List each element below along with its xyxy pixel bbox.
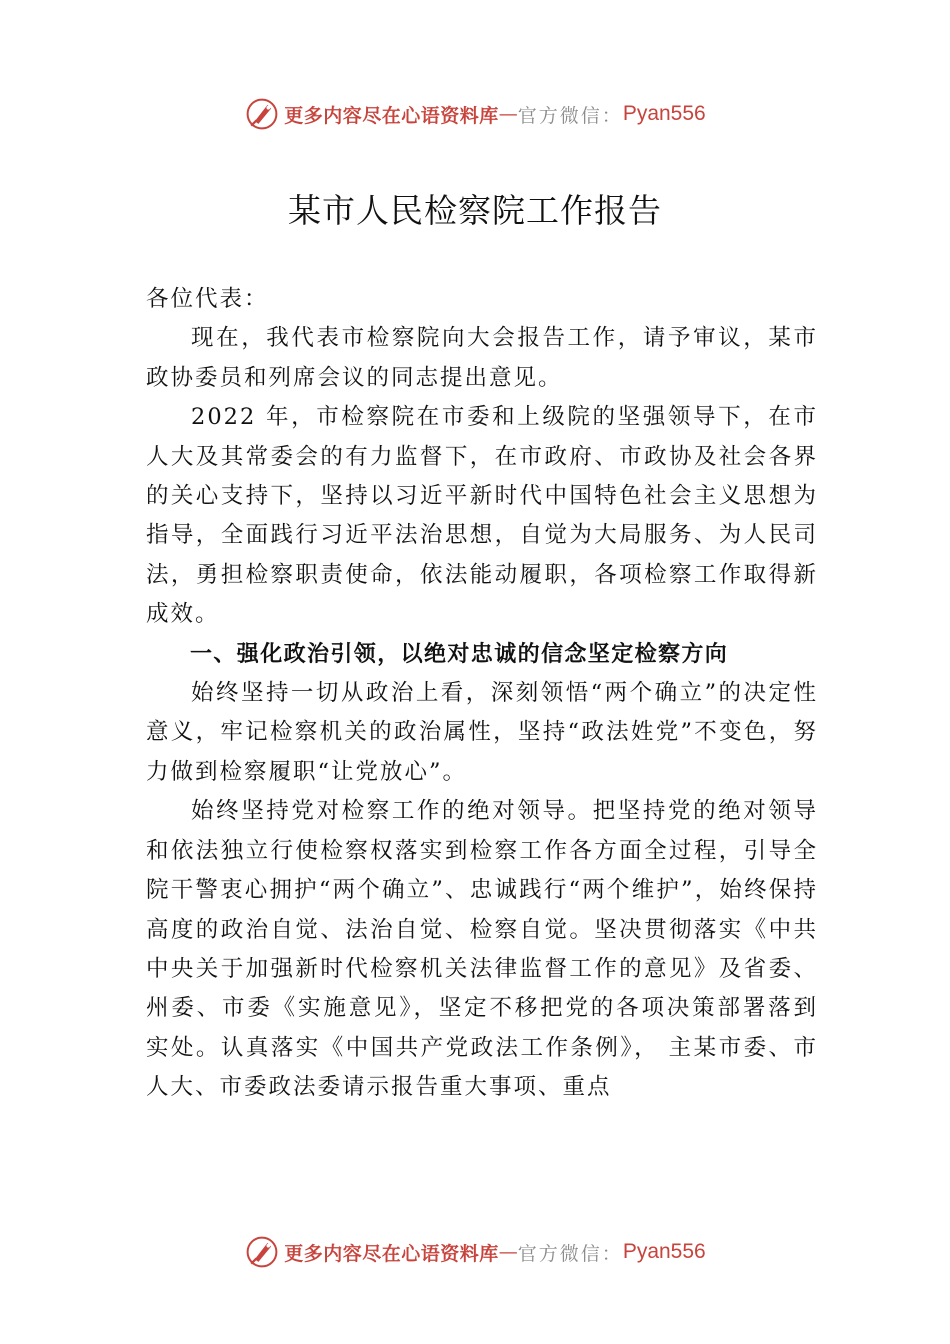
watermark-wechat-label: 官方微信： — [517, 1242, 623, 1265]
watermark-dash: — — [498, 103, 518, 125]
paragraph: 始终坚持一切从政治上看，深刻领悟“两个确立”的决定性意义，牢记检察机关的政治属性，坚持“政法姓党”不变色，努力做到检察履职“让党放心”。 — [146, 680, 818, 785]
salutation: 各位代表： — [146, 286, 269, 312]
pen-nib-logo-icon — [244, 1234, 280, 1270]
paragraph: 始终坚持党对检察工作的绝对领导。把坚持党的绝对领导和依法独立行使检察权落实到检察工作各方面全过程，引导全院干警衷心拥护“两个确立”、忠诚践行“两个维护”，始终保持高度的政治自觉、法治自觉、检察自觉。坚决贯彻落实《中共中央关于加强新时代检察机关法律监督工作的意见》及省委、州委、市委《实施意见》，坚定不移把党的各项决策部署落到实处。认真落实《中国共产党政法工作条例》， 主某市委、市人大、市委政法委请示报告重大事项、重点 — [146, 798, 818, 1101]
watermark-wechat-label: 官方微信： — [517, 104, 623, 127]
watermark-brand-text: 更多内容尽在心语资料库 — [284, 104, 499, 127]
document-body — [146, 280, 818, 1108]
watermark-brand-text: 更多内容尽在心语资料库 — [284, 1242, 499, 1265]
footer-watermark — [0, 1230, 950, 1274]
paragraph: 现在，我代表市检察院向大会报告工作，请予审议，某市政协委员和列席会议的同志提出意见。 — [146, 325, 818, 391]
watermark-dash: — — [498, 1241, 518, 1263]
paragraph: 2022 年，市检察院在市委和上级院的坚强领导下，在市人大及其常委会的有力监督下，在市政府、市政协及社会各界的关心支持下，坚持以习近平新时代中国特色社会主义思想为指导，全面践行习近平法治思想，自觉为大局服务、为人民司法，勇担检察职责使命，依法能动履职，各项检察工作取得新成效。 — [146, 404, 818, 628]
document-title: 某市人民检察院工作报告 — [288, 191, 662, 230]
pen-nib-logo-icon — [244, 96, 280, 132]
watermark-wechat-id: Pyan556 — [622, 1240, 706, 1263]
watermark-wechat-id: Pyan556 — [622, 102, 706, 125]
section-heading: 一、强化政治引领，以绝对忠诚的信念坚定检察方向 — [190, 641, 729, 667]
header-watermark — [0, 92, 950, 136]
